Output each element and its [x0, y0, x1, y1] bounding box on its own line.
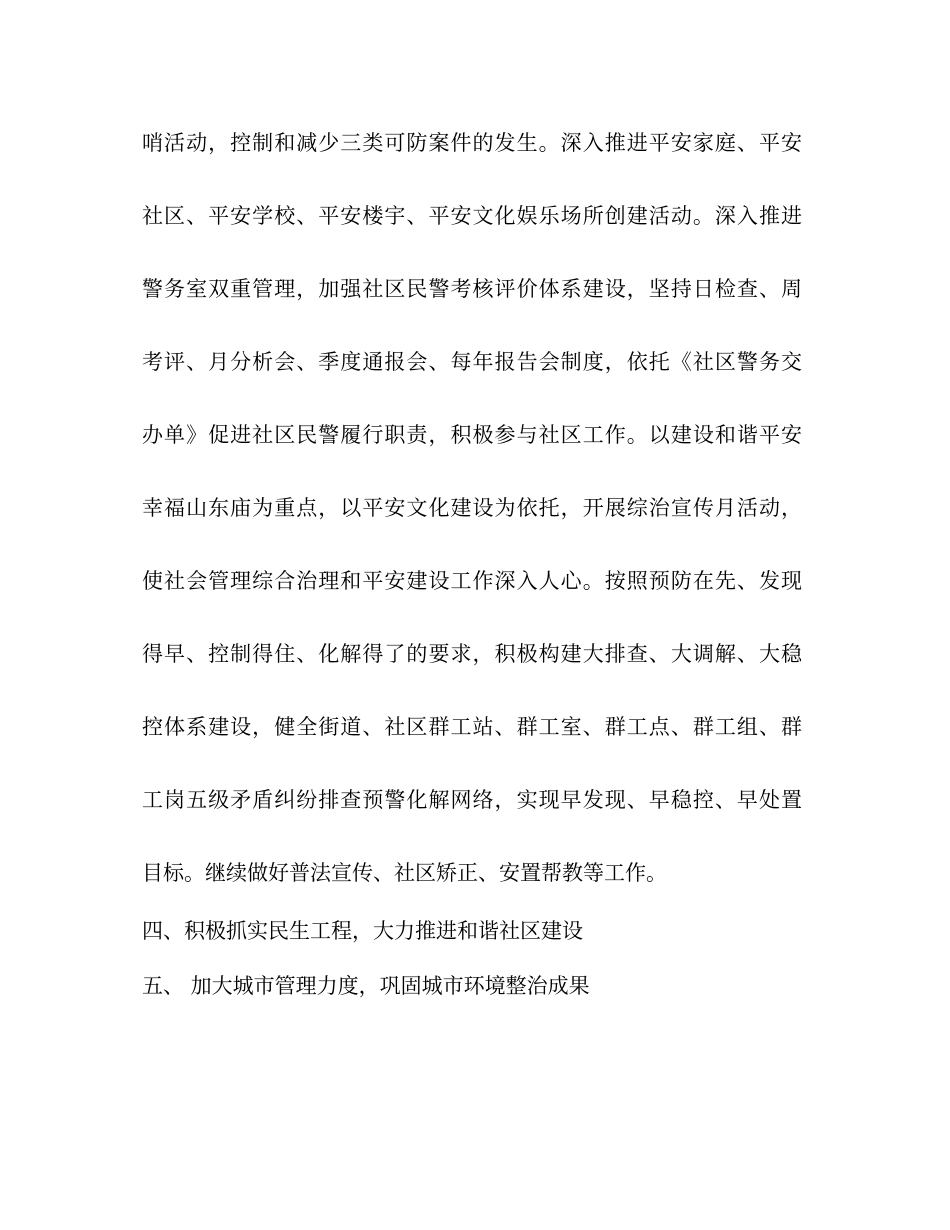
- body-line-10: 工岗五级矛盾纠纷排查预警化解网络，实现早发现、早稳控、早处置: [142, 788, 802, 812]
- section-heading-5: 五、 加大城市管理力度，巩固城市环境整治成果: [142, 974, 590, 998]
- body-line-11: 目标。继续做好普法宣传、社区矫正、安置帮教等工作。: [142, 861, 667, 885]
- body-line-2: 社区、平安学校、平安楼宇、平安文化娱乐场所创建活动。深入推进: [142, 204, 802, 228]
- body-paragraph: [142, 121, 802, 924]
- body-line-9: 控体系建设，健全街道、社区群工站、群工室、群工点、群工组、群: [142, 715, 802, 739]
- body-line-4: 考评、月分析会、季度通报会、每年报告会制度，依托《社区警务交: [142, 350, 802, 374]
- body-line-6: 幸福山东庙为重点，以平安文化建设为依托，开展综治宣传月活动，: [142, 496, 802, 520]
- body-line-1: 哨活动，控制和减少三类可防案件的发生。深入推进平安家庭、平安: [142, 131, 802, 155]
- body-line-8: 得早、控制得住、化解得了的要求，积极构建大排查、大调解、大稳: [142, 642, 802, 666]
- body-line-3: 警务室双重管理，加强社区民警考核评价体系建设，坚持日检查、周: [142, 277, 802, 301]
- section-heading-4: 四、积极抓实民生工程，大力推进和谐社区建设: [142, 919, 583, 943]
- body-line-5: 办单》促进社区民警履行职责，积极参与社区工作。以建设和谐平安: [142, 423, 802, 447]
- body-line-7: 使社会管理综合治理和平安建设工作深入人心。按照预防在先、发现: [142, 569, 802, 593]
